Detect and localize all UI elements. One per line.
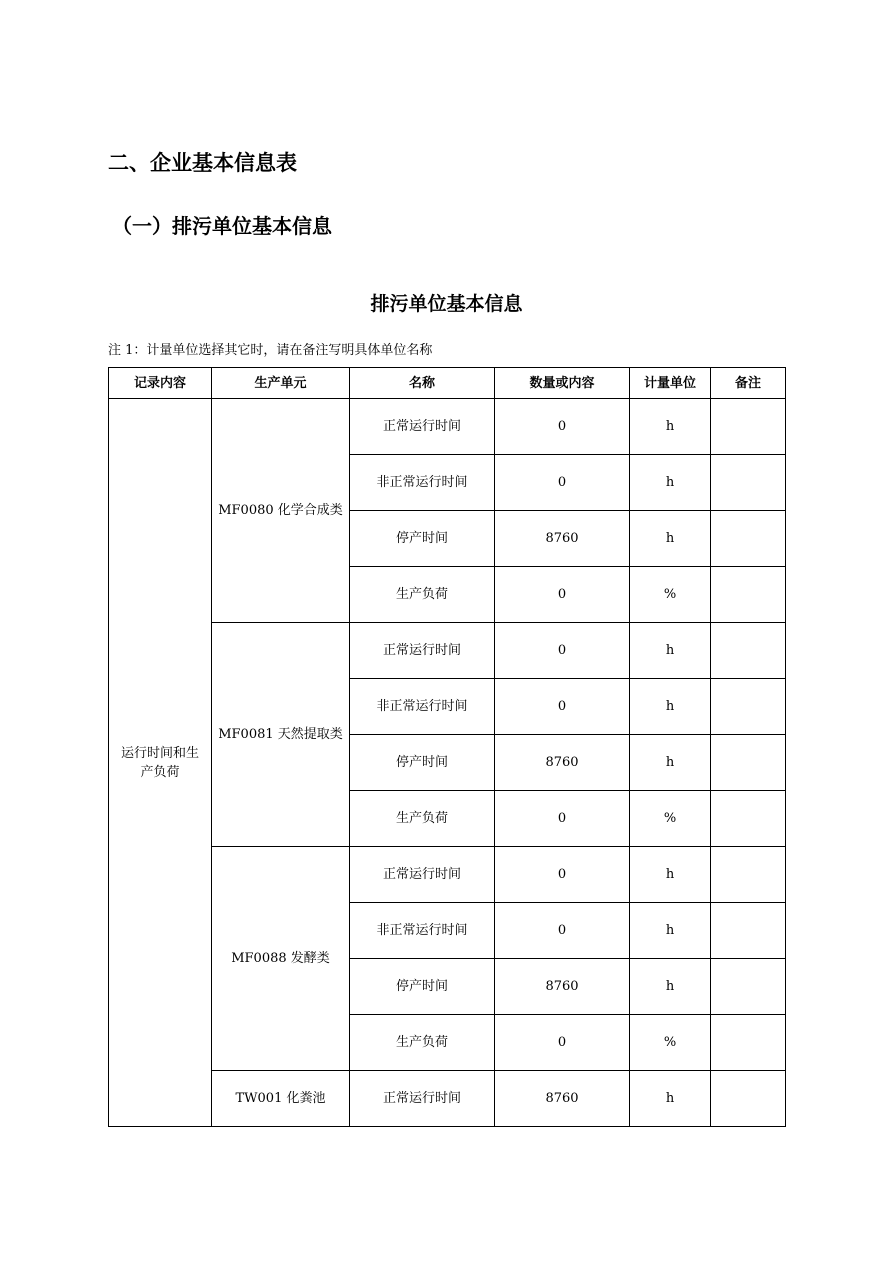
item-remark-cell	[711, 1071, 786, 1127]
section-heading: 二、企业基本信息表	[108, 151, 297, 175]
item-unit-cell: h	[630, 735, 711, 791]
item-remark-cell	[711, 735, 786, 791]
item-name-cell: 正常运行时间	[350, 399, 495, 455]
item-value-cell: 8760	[495, 735, 630, 791]
item-value-cell: 0	[495, 847, 630, 903]
item-value-cell: 0	[495, 455, 630, 511]
production-unit-cell: MF0080 化学合成类	[212, 399, 350, 623]
item-unit-cell: h	[630, 847, 711, 903]
item-unit-cell: h	[630, 1071, 711, 1127]
item-remark-cell	[711, 791, 786, 847]
item-name-cell: 正常运行时间	[350, 1071, 495, 1127]
item-remark-cell	[711, 1015, 786, 1071]
item-unit-cell: h	[630, 455, 711, 511]
item-name-cell: 生产负荷	[350, 1015, 495, 1071]
item-name-cell: 正常运行时间	[350, 623, 495, 679]
item-remark-cell	[711, 511, 786, 567]
item-remark-cell	[711, 903, 786, 959]
item-unit-cell: h	[630, 959, 711, 1015]
table-note: 注 1：计量单位选择其它时，请在备注写明具体单位名称	[108, 343, 433, 358]
item-remark-cell	[711, 679, 786, 735]
item-unit-cell: h	[630, 623, 711, 679]
item-remark-cell	[711, 623, 786, 679]
production-unit-cell: MF0088 发酵类	[212, 847, 350, 1071]
item-value-cell: 0	[495, 399, 630, 455]
table-header-row	[109, 368, 786, 399]
record-content-cell: 运行时间和生产负荷	[109, 399, 212, 1127]
item-unit-cell: h	[630, 903, 711, 959]
header-quantity: 数量或内容	[495, 368, 630, 399]
production-unit-cell: MF0081 天然提取类	[212, 623, 350, 847]
item-name-cell: 生产负荷	[350, 791, 495, 847]
item-name-cell: 正常运行时间	[350, 847, 495, 903]
item-value-cell: 0	[495, 679, 630, 735]
item-value-cell: 0	[495, 567, 630, 623]
header-remark: 备注	[711, 368, 786, 399]
item-value-cell: 8760	[495, 511, 630, 567]
header-unit: 计量单位	[630, 368, 711, 399]
table-title: 排污单位基本信息	[370, 293, 523, 315]
item-name-cell: 停产时间	[350, 735, 495, 791]
item-name-cell: 非正常运行时间	[350, 679, 495, 735]
item-value-cell: 0	[495, 903, 630, 959]
item-value-cell: 0	[495, 791, 630, 847]
header-production-unit: 生产单元	[212, 368, 350, 399]
header-name: 名称	[350, 368, 495, 399]
item-unit-cell: %	[630, 567, 711, 623]
item-remark-cell	[711, 399, 786, 455]
item-name-cell: 停产时间	[350, 959, 495, 1015]
item-unit-cell: h	[630, 399, 711, 455]
item-name-cell: 停产时间	[350, 511, 495, 567]
item-unit-cell: %	[630, 1015, 711, 1071]
subsection-heading: （一）排污单位基本信息	[112, 214, 332, 238]
item-unit-cell: h	[630, 679, 711, 735]
item-name-cell: 非正常运行时间	[350, 903, 495, 959]
production-unit-cell: TW001 化粪池	[212, 1071, 350, 1127]
item-value-cell: 0	[495, 1015, 630, 1071]
item-remark-cell	[711, 455, 786, 511]
item-value-cell: 8760	[495, 1071, 630, 1127]
item-value-cell: 8760	[495, 959, 630, 1015]
item-unit-cell: %	[630, 791, 711, 847]
pollutant-unit-info-table	[108, 367, 786, 1127]
item-remark-cell	[711, 847, 786, 903]
item-value-cell: 0	[495, 623, 630, 679]
item-name-cell: 非正常运行时间	[350, 455, 495, 511]
table-row	[109, 399, 786, 455]
header-record-content: 记录内容	[109, 368, 212, 399]
item-remark-cell	[711, 959, 786, 1015]
item-remark-cell	[711, 567, 786, 623]
item-unit-cell: h	[630, 511, 711, 567]
item-name-cell: 生产负荷	[350, 567, 495, 623]
